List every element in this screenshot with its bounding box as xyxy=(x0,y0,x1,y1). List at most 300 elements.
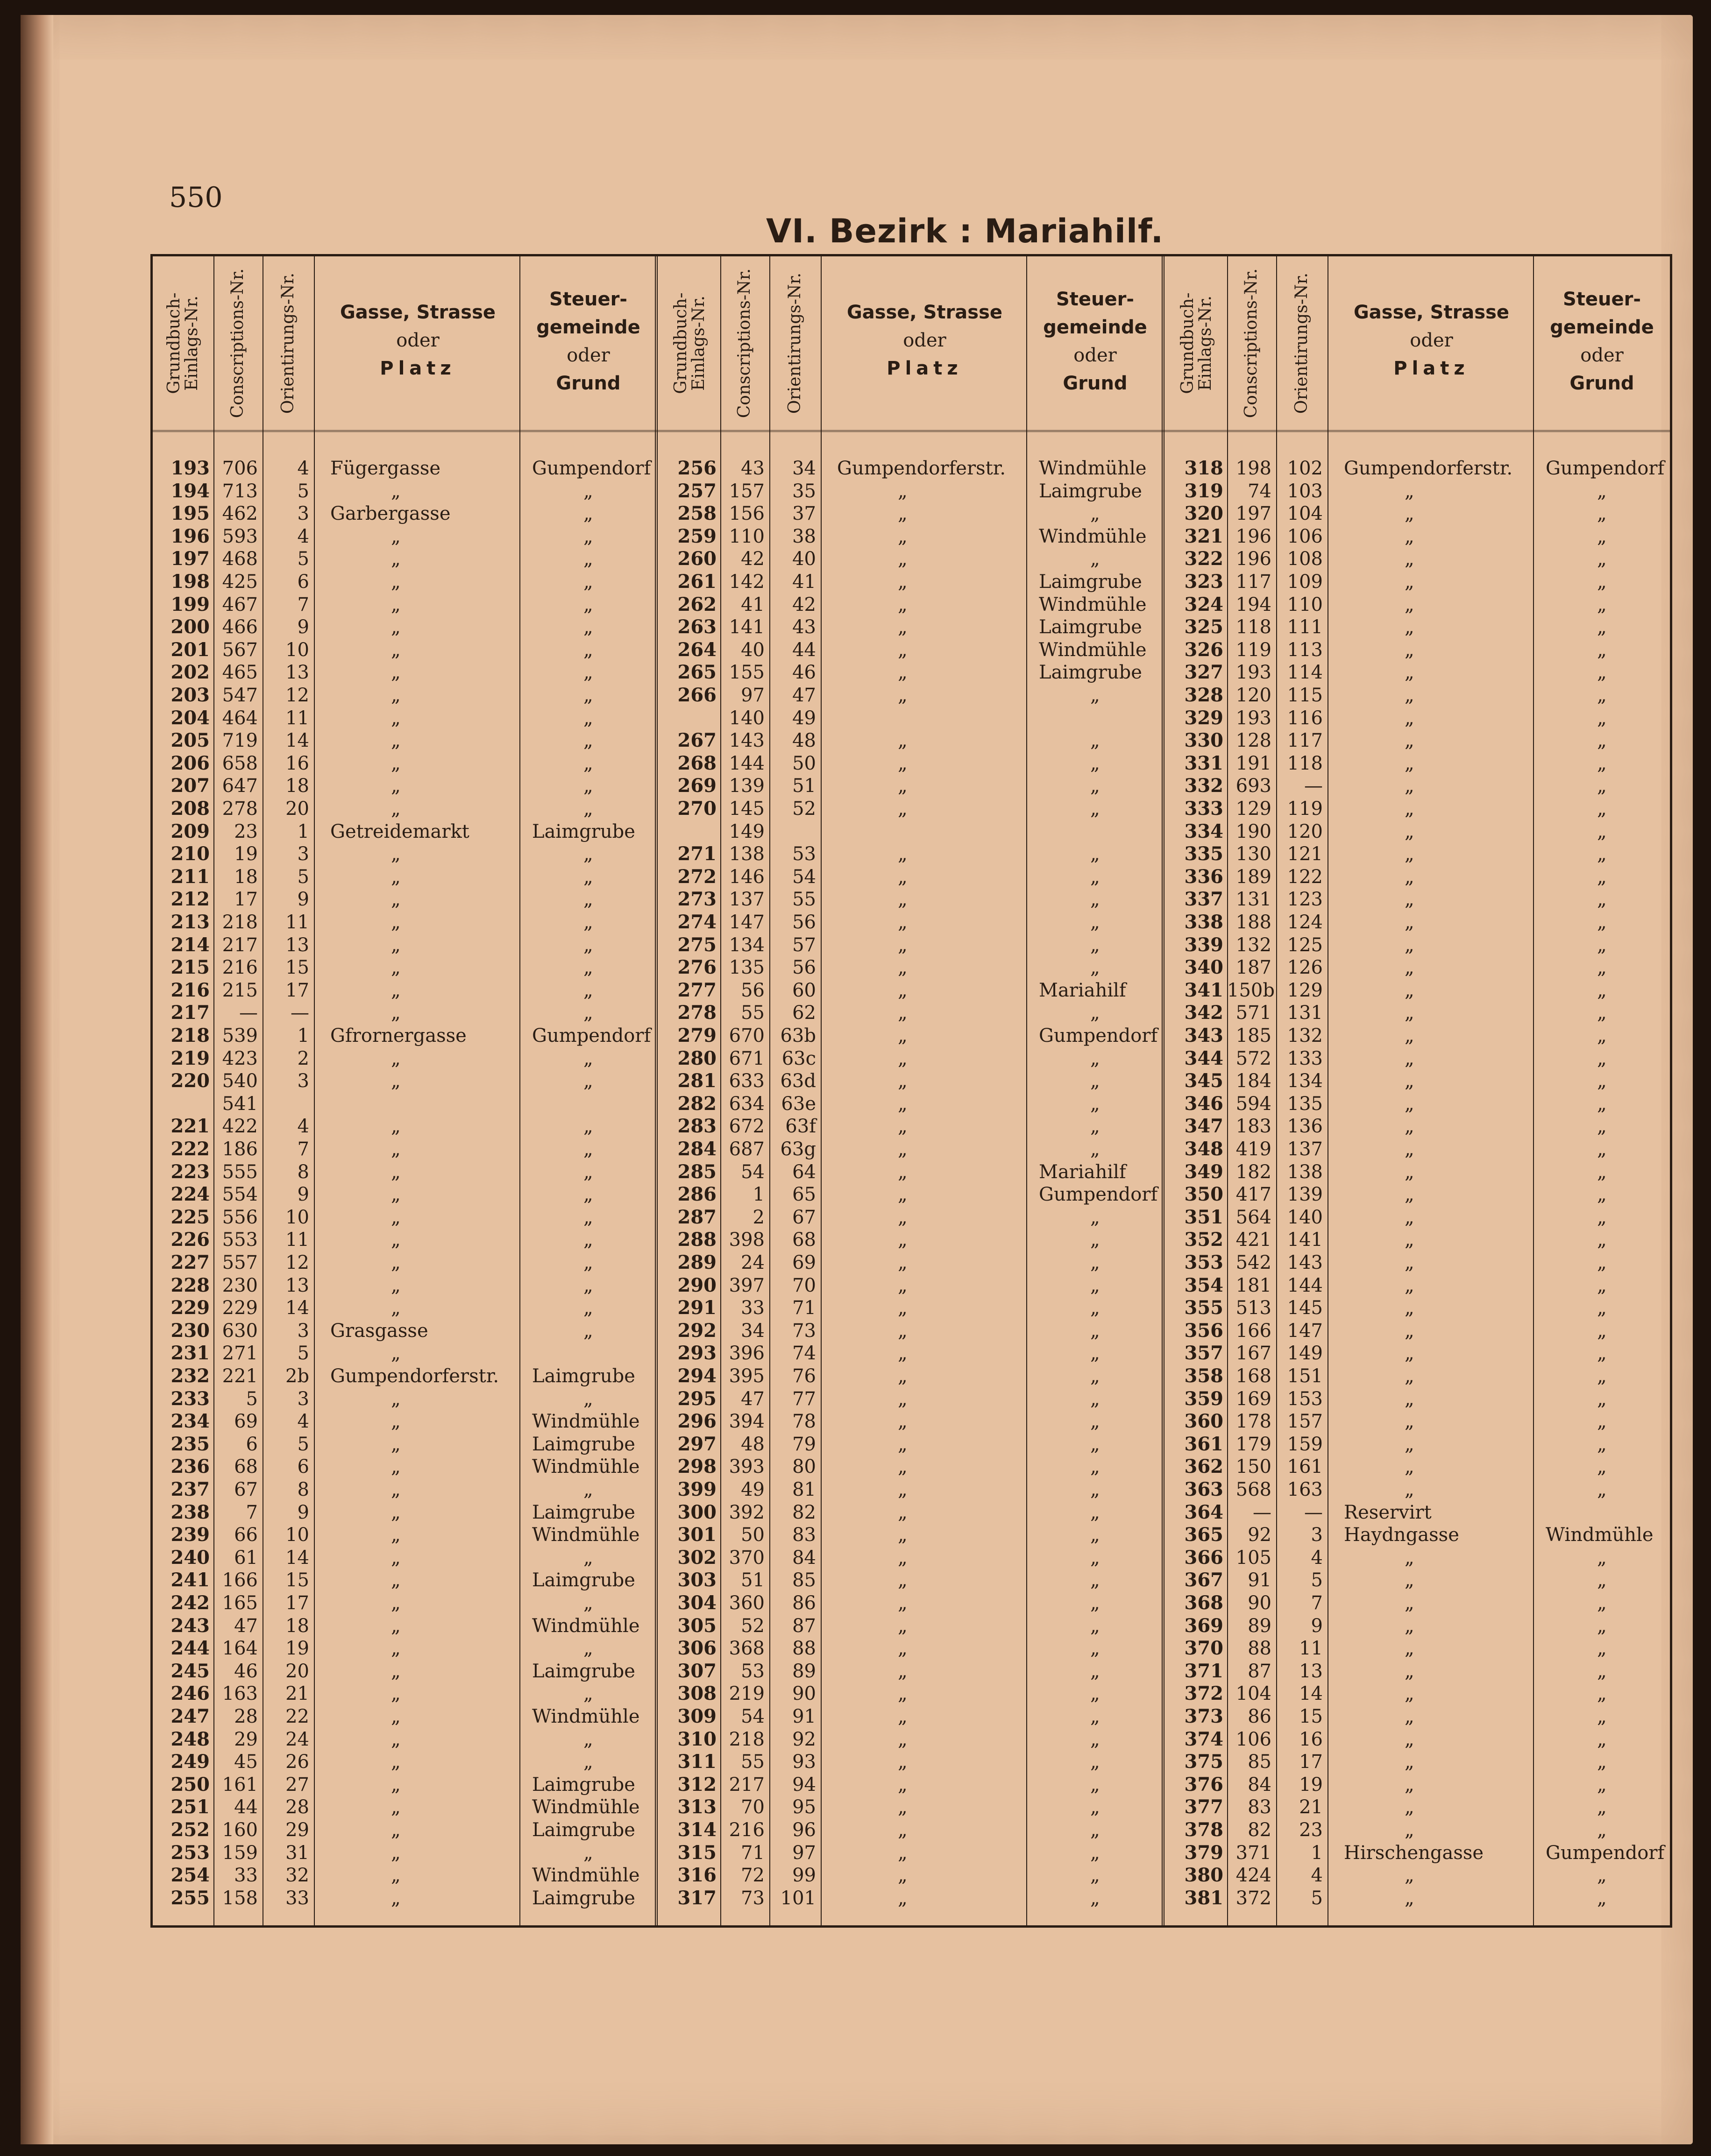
street-cell: „ xyxy=(1405,1025,1414,1046)
conscriptions-cell: 633 xyxy=(729,1070,765,1092)
conscriptions-cell: 396 xyxy=(729,1343,765,1364)
grund-cell: Laimgrube xyxy=(532,1819,635,1841)
orientirungs-cell: — xyxy=(291,1002,309,1024)
table-row xyxy=(153,1047,657,1070)
street-cell: „ xyxy=(1405,1206,1414,1228)
orientirungs-cell: 118 xyxy=(1287,752,1323,774)
header-grundbuch: Grundbuch- Einlags-Nr. xyxy=(1178,292,1215,394)
conscriptions-cell: 165 xyxy=(222,1592,258,1614)
conscriptions-cell: 40 xyxy=(741,639,765,661)
header-gasse-line: Gasse, Strasse xyxy=(1353,302,1510,323)
conscriptions-cell: 166 xyxy=(222,1569,258,1591)
grund-cell: „ xyxy=(583,1479,593,1500)
grund-cell: „ xyxy=(1597,1433,1607,1455)
orientirungs-cell: — xyxy=(1304,775,1323,797)
conscriptions-cell: 219 xyxy=(729,1683,765,1705)
conscriptions-cell: 106 xyxy=(1235,1728,1271,1750)
orientirungs-cell: 106 xyxy=(1287,525,1323,547)
grundbuch-cell: 248 xyxy=(170,1728,210,1750)
street-cell: „ xyxy=(898,1615,908,1637)
orientirungs-cell: 10 xyxy=(285,1524,309,1546)
grund-cell: „ xyxy=(1597,1093,1607,1115)
orientirungs-cell: 5 xyxy=(297,480,309,502)
table-row xyxy=(660,1320,1164,1342)
grund-cell: „ xyxy=(1090,798,1100,820)
grund-cell: „ xyxy=(1090,775,1100,797)
header-grundbuch: Grundbuch- Einlags-Nr. xyxy=(164,292,201,394)
street-cell: „ xyxy=(391,1638,401,1660)
grundbuch-cell: 263 xyxy=(677,616,717,638)
table-row xyxy=(1166,1183,1671,1206)
street-cell: „ xyxy=(1405,594,1414,615)
orientirungs-cell: 87 xyxy=(792,1615,816,1637)
grund-cell: „ xyxy=(1090,1093,1100,1115)
grundbuch-cell: 373 xyxy=(1184,1705,1223,1727)
table-row xyxy=(153,956,657,979)
orientirungs-cell: 14 xyxy=(285,1547,309,1569)
street-cell: „ xyxy=(1405,1161,1414,1183)
table-row xyxy=(153,684,657,707)
grundbuch-cell: 358 xyxy=(1184,1365,1223,1387)
orientirungs-cell: 41 xyxy=(792,571,816,593)
orientirungs-cell: 96 xyxy=(792,1819,816,1841)
grundbuch-cell: 216 xyxy=(170,979,210,1001)
table-row xyxy=(1166,548,1671,570)
orientirungs-cell: 5 xyxy=(297,866,309,888)
grund-cell: „ xyxy=(1597,957,1607,979)
table-row xyxy=(660,571,1164,593)
table-row xyxy=(153,911,657,933)
conscriptions-cell: 61 xyxy=(234,1547,258,1569)
grundbuch-cell: 321 xyxy=(1184,525,1223,547)
street-cell: „ xyxy=(1405,934,1414,956)
street-cell: „ xyxy=(898,1093,908,1115)
orientirungs-cell: 151 xyxy=(1287,1365,1323,1387)
orientirungs-cell: 141 xyxy=(1287,1229,1323,1251)
conscriptions-cell: 18 xyxy=(234,866,258,888)
grundbuch-cell: 312 xyxy=(677,1773,717,1795)
grundbuch-cell: 304 xyxy=(677,1592,717,1614)
grundbuch-cell: 372 xyxy=(1184,1682,1223,1705)
table-row xyxy=(1166,1637,1671,1660)
street-cell: „ xyxy=(1405,1569,1414,1591)
grund-cell: „ xyxy=(1090,1569,1100,1591)
grundbuch-cell: 254 xyxy=(170,1864,210,1887)
street-cell: „ xyxy=(391,1184,401,1206)
conscriptions-cell: 394 xyxy=(729,1411,765,1433)
conscriptions-cell: 198 xyxy=(1235,458,1271,479)
street-cell: „ xyxy=(898,1887,908,1909)
conscriptions-cell: 130 xyxy=(1235,843,1271,865)
grundbuch-cell: 256 xyxy=(677,457,717,479)
street-cell: „ xyxy=(1405,1615,1414,1637)
orientirungs-cell: 79 xyxy=(792,1433,816,1455)
conscriptions-cell: 5 xyxy=(246,1388,258,1410)
street-cell: „ xyxy=(898,775,908,797)
grund-cell: „ xyxy=(1090,1524,1100,1546)
street-cell: „ xyxy=(391,1660,401,1682)
table-row xyxy=(1166,457,1671,480)
header-gasse-line: Platz xyxy=(380,358,456,379)
conscriptions-cell: 147 xyxy=(729,912,765,933)
conscriptions-cell: 193 xyxy=(1235,707,1271,729)
street-cell: „ xyxy=(1405,1865,1414,1887)
grundbuch-cell: 265 xyxy=(677,661,717,684)
conscriptions-cell: 117 xyxy=(1235,571,1271,593)
grund-cell: „ xyxy=(1597,480,1607,502)
orientirungs-cell: 60 xyxy=(792,979,816,1001)
orientirungs-cell: 163 xyxy=(1287,1479,1323,1500)
street-cell: „ xyxy=(898,1138,908,1160)
grundbuch-cell: 208 xyxy=(170,798,210,820)
table-row xyxy=(660,1887,1164,1909)
street-cell: Gumpendorferstr. xyxy=(837,458,1006,479)
grund-cell: „ xyxy=(1597,866,1607,888)
grundbuch-cell: 301 xyxy=(677,1524,717,1546)
table-row xyxy=(660,911,1164,933)
street-cell: „ xyxy=(391,1456,401,1478)
header-conscriptions: Conscriptions-Nr. xyxy=(735,268,754,418)
table-row xyxy=(660,1388,1164,1410)
grund-cell: Mariahilf xyxy=(1039,1161,1126,1183)
grundbuch-cell: 197 xyxy=(170,548,210,570)
orientirungs-cell: 19 xyxy=(285,1638,309,1660)
street-cell: „ xyxy=(1405,1706,1414,1727)
table-row xyxy=(660,1138,1164,1160)
conscriptions-cell: 83 xyxy=(1248,1796,1271,1818)
table-row xyxy=(1166,820,1671,843)
orientirungs-cell: — xyxy=(1304,1501,1323,1523)
grund-cell: „ xyxy=(1597,843,1607,865)
orientirungs-cell: 64 xyxy=(792,1161,816,1183)
table-row xyxy=(153,1297,657,1319)
conscriptions-cell: 397 xyxy=(729,1274,765,1296)
orientirungs-cell: 116 xyxy=(1287,707,1323,729)
table-row xyxy=(1166,1161,1671,1183)
grundbuch-cell: 333 xyxy=(1184,798,1223,820)
grund-cell: „ xyxy=(1090,1501,1100,1523)
table-row xyxy=(1166,1410,1671,1433)
orientirungs-cell: 3 xyxy=(297,843,309,865)
street-cell: „ xyxy=(898,525,908,547)
table-row xyxy=(153,752,657,775)
table-row xyxy=(153,480,657,502)
orientirungs-cell: 12 xyxy=(285,1252,309,1273)
orientirungs-cell: 138 xyxy=(1287,1161,1323,1183)
orientirungs-cell: 16 xyxy=(285,752,309,774)
street-cell: „ xyxy=(391,480,401,502)
grundbuch-cell: 229 xyxy=(170,1297,210,1319)
street-cell: „ xyxy=(391,571,401,593)
street-cell: „ xyxy=(898,1524,908,1546)
conscriptions-cell: 34 xyxy=(741,1320,765,1342)
grundbuch-cell: 286 xyxy=(677,1183,717,1206)
grundbuch-cell: 327 xyxy=(1184,661,1223,684)
header-gasse xyxy=(1332,298,1531,382)
grundbuch-cell: 214 xyxy=(170,933,210,956)
grund-cell: „ xyxy=(1090,843,1100,865)
grund-cell: „ xyxy=(1597,639,1607,661)
grundbuch-cell: 213 xyxy=(170,911,210,933)
orientirungs-cell: 131 xyxy=(1287,1002,1323,1024)
orientirungs-cell: 32 xyxy=(285,1865,309,1887)
street-cell: „ xyxy=(1405,1796,1414,1818)
conscriptions-cell: 44 xyxy=(234,1796,258,1818)
grundbuch-cell: 303 xyxy=(677,1569,717,1591)
table-row xyxy=(660,798,1164,820)
orientirungs-cell: 132 xyxy=(1287,1025,1323,1046)
grundbuch-cell: 296 xyxy=(677,1410,717,1433)
grundbuch-cell: 223 xyxy=(170,1160,210,1183)
table-row xyxy=(1166,1342,1671,1364)
street-cell: „ xyxy=(1405,1297,1414,1319)
conscriptions-cell: 46 xyxy=(234,1660,258,1682)
table-row xyxy=(153,1115,657,1138)
conscriptions-cell: 218 xyxy=(222,912,258,933)
grundbuch-cell: 219 xyxy=(170,1047,210,1069)
street-cell: „ xyxy=(1405,752,1414,774)
street-cell: „ xyxy=(898,480,908,502)
conscriptions-cell: 419 xyxy=(1235,1138,1271,1160)
table-row xyxy=(153,1796,657,1818)
grund-cell: „ xyxy=(1597,1547,1607,1569)
table-row xyxy=(1166,1705,1671,1728)
grund-cell: Laimgrube xyxy=(532,1433,635,1455)
grundbuch-cell: 203 xyxy=(170,684,210,706)
grund-cell: „ xyxy=(1597,1070,1607,1092)
grundbuch-cell: 292 xyxy=(677,1319,717,1342)
grundbuch-cell: 347 xyxy=(1184,1115,1223,1138)
table-row xyxy=(660,1592,1164,1614)
grund-cell: „ xyxy=(1090,1274,1100,1296)
grundbuch-cell: 341 xyxy=(1184,979,1223,1001)
orientirungs-cell: 35 xyxy=(792,480,816,502)
header-rule xyxy=(153,430,1670,432)
street-cell: „ xyxy=(1405,1592,1414,1614)
street-cell: „ xyxy=(1405,1093,1414,1115)
grundbuch-cell: 351 xyxy=(1184,1206,1223,1228)
street-cell: „ xyxy=(898,889,908,911)
grundbuch-cell: 344 xyxy=(1184,1047,1223,1069)
orientirungs-cell: 119 xyxy=(1287,798,1323,820)
table-row xyxy=(153,1705,657,1728)
street-cell: „ xyxy=(391,548,401,570)
street-cell: „ xyxy=(1405,1638,1414,1660)
street-cell: „ xyxy=(898,685,908,706)
street-cell: „ xyxy=(1405,1002,1414,1024)
conscriptions-cell: 56 xyxy=(741,979,765,1001)
street-cell: „ xyxy=(391,1411,401,1433)
street-cell: „ xyxy=(898,1842,908,1864)
street-cell: Gfrornergasse xyxy=(330,1025,467,1046)
grund-cell: „ xyxy=(1597,1161,1607,1183)
grundbuch-cell: 324 xyxy=(1184,593,1223,615)
grund-cell: „ xyxy=(1090,1615,1100,1637)
grundbuch-cell: 319 xyxy=(1184,480,1223,502)
orientirungs-cell: 113 xyxy=(1287,639,1323,661)
orientirungs-cell: 1 xyxy=(297,820,309,842)
orientirungs-cell: 149 xyxy=(1287,1343,1323,1364)
orientirungs-cell: 12 xyxy=(285,685,309,706)
grundbuch-cell: 222 xyxy=(170,1138,210,1160)
conscriptions-cell: 392 xyxy=(729,1501,765,1523)
orientirungs-cell: 81 xyxy=(792,1479,816,1500)
conscriptions-cell: 196 xyxy=(1235,525,1271,547)
table-row xyxy=(660,616,1164,638)
conscriptions-cell: 424 xyxy=(1235,1865,1271,1887)
grund-cell: „ xyxy=(583,1206,593,1228)
grundbuch-cell: 206 xyxy=(170,752,210,774)
orientirungs-cell: 15 xyxy=(1299,1706,1323,1727)
grund-cell: Gumpendorf xyxy=(1546,1842,1665,1864)
table-row xyxy=(1166,1819,1671,1841)
orientirungs-cell: 65 xyxy=(792,1184,816,1206)
header-steuer-line: Grund xyxy=(556,373,621,394)
orientirungs-cell: 144 xyxy=(1287,1274,1323,1296)
conscriptions-cell: 158 xyxy=(222,1887,258,1909)
street-cell: „ xyxy=(898,1116,908,1138)
conscriptions-cell: 169 xyxy=(1235,1388,1271,1410)
street-cell: „ xyxy=(898,1411,908,1433)
table-row xyxy=(153,1501,657,1524)
grund-cell: „ xyxy=(1090,1547,1100,1569)
grund-cell: „ xyxy=(583,775,593,797)
table-row xyxy=(660,934,1164,956)
grundbuch-cell: 328 xyxy=(1184,684,1223,706)
table-row xyxy=(660,1070,1164,1092)
orientirungs-cell: 5 xyxy=(297,1433,309,1455)
grundbuch-cell: 399 xyxy=(677,1478,717,1500)
grundbuch-cell: 342 xyxy=(1184,1002,1223,1024)
conscriptions-cell: 149 xyxy=(729,820,765,842)
conscriptions-cell: 190 xyxy=(1235,820,1271,842)
grund-cell: „ xyxy=(1090,889,1100,911)
street-cell: „ xyxy=(1405,1547,1414,1569)
orientirungs-cell: 42 xyxy=(792,594,816,615)
grundbuch-cell: 200 xyxy=(170,616,210,638)
grund-cell: „ xyxy=(1090,957,1100,979)
grundbuch-cell: 295 xyxy=(677,1387,717,1410)
orientirungs-cell: 20 xyxy=(285,798,309,820)
orientirungs-cell: 101 xyxy=(780,1887,816,1909)
table-row xyxy=(1166,1660,1671,1682)
street-cell: „ xyxy=(898,548,908,570)
orientirungs-cell: 85 xyxy=(792,1569,816,1591)
header-gasse-line: Gasse, Strasse xyxy=(846,302,1003,323)
street-cell: „ xyxy=(391,730,401,752)
grundbuch-cell: 380 xyxy=(1184,1864,1223,1887)
conscriptions-cell: 1 xyxy=(753,1184,765,1206)
street-cell: „ xyxy=(898,662,908,684)
grund-cell: Mariahilf xyxy=(1039,979,1126,1001)
street-cell: „ xyxy=(898,1297,908,1319)
conscriptions-cell: 97 xyxy=(741,685,765,706)
conscriptions-cell: 464 xyxy=(222,707,258,729)
street-cell: „ xyxy=(898,934,908,956)
table-row xyxy=(153,1615,657,1637)
table-row xyxy=(660,1682,1164,1705)
grund-cell: Laimgrube xyxy=(532,1501,635,1523)
street-cell: „ xyxy=(391,1138,401,1160)
street-cell: Fügergasse xyxy=(330,458,441,479)
street-cell: „ xyxy=(391,1388,401,1410)
street-cell: „ xyxy=(1405,1411,1414,1433)
grundbuch-cell: 275 xyxy=(677,933,717,956)
conscriptions-cell: 368 xyxy=(729,1638,765,1660)
table-row xyxy=(1166,1569,1671,1591)
street-cell: „ xyxy=(1405,1116,1414,1138)
conscriptions-cell: 564 xyxy=(1235,1206,1271,1228)
orientirungs-cell: 80 xyxy=(792,1456,816,1478)
grund-cell: Laimgrube xyxy=(1039,480,1142,502)
table-row xyxy=(1166,571,1671,593)
header-steuer-line: Grund xyxy=(1063,373,1128,394)
grundbuch-cell: 291 xyxy=(677,1297,717,1319)
table-row xyxy=(153,616,657,638)
grundbuch-cell: 240 xyxy=(170,1546,210,1569)
orientirungs-cell: 77 xyxy=(792,1388,816,1410)
conscriptions-cell: 143 xyxy=(729,730,765,752)
grundbuch-cell: 348 xyxy=(1184,1138,1223,1160)
grund-cell: „ xyxy=(583,1728,593,1750)
conscriptions-cell: 179 xyxy=(1235,1433,1271,1455)
conscriptions-cell: 50 xyxy=(741,1524,765,1546)
grund-cell: „ xyxy=(1597,685,1607,706)
orientirungs-cell: 135 xyxy=(1287,1093,1323,1115)
street-cell: „ xyxy=(1405,1751,1414,1773)
street-cell: Hirschengasse xyxy=(1344,1842,1484,1864)
table-row xyxy=(1166,502,1671,525)
table-row xyxy=(660,1637,1164,1660)
grundbuch-cell: 278 xyxy=(677,1002,717,1024)
grundbuch-cell: 287 xyxy=(677,1206,717,1228)
grundbuch-cell: 334 xyxy=(1184,820,1223,842)
street-cell: „ xyxy=(1405,1229,1414,1251)
orientirungs-cell: 57 xyxy=(792,934,816,956)
table-row xyxy=(153,1524,657,1546)
street-cell: „ xyxy=(391,1774,401,1795)
conscriptions-cell: 572 xyxy=(1235,1047,1271,1069)
orientirungs-cell: 63c xyxy=(781,1047,816,1069)
street-cell: Reservirt xyxy=(1344,1501,1432,1523)
conscriptions-cell: 132 xyxy=(1235,934,1271,956)
conscriptions-cell: — xyxy=(1253,1501,1271,1523)
orientirungs-cell: 89 xyxy=(792,1660,816,1682)
orientirungs-cell: 10 xyxy=(285,1206,309,1228)
grundbuch-cell: 298 xyxy=(677,1456,717,1478)
table-row xyxy=(1166,661,1671,684)
orientirungs-cell: 104 xyxy=(1287,503,1323,525)
grund-cell: „ xyxy=(583,730,593,752)
conscriptions-cell: 28 xyxy=(234,1706,258,1727)
grund-cell: „ xyxy=(583,594,593,615)
conscriptions-cell: 568 xyxy=(1235,1479,1271,1500)
grund-cell: „ xyxy=(583,1274,593,1296)
grund-cell: „ xyxy=(583,866,593,888)
table-row xyxy=(1166,1478,1671,1501)
orientirungs-cell: 125 xyxy=(1287,934,1323,956)
orientirungs-cell: 9 xyxy=(297,616,309,638)
grundbuch-cell: 329 xyxy=(1184,707,1223,729)
street-cell: „ xyxy=(898,1252,908,1273)
conscriptions-cell: 119 xyxy=(1235,639,1271,661)
orientirungs-cell: 153 xyxy=(1287,1388,1323,1410)
grundbuch-cell: 235 xyxy=(170,1433,210,1455)
table-row xyxy=(1166,1093,1671,1115)
grund-cell: „ xyxy=(1090,1138,1100,1160)
street-cell: „ xyxy=(898,1365,908,1387)
conscriptions-cell: 41 xyxy=(741,594,765,615)
